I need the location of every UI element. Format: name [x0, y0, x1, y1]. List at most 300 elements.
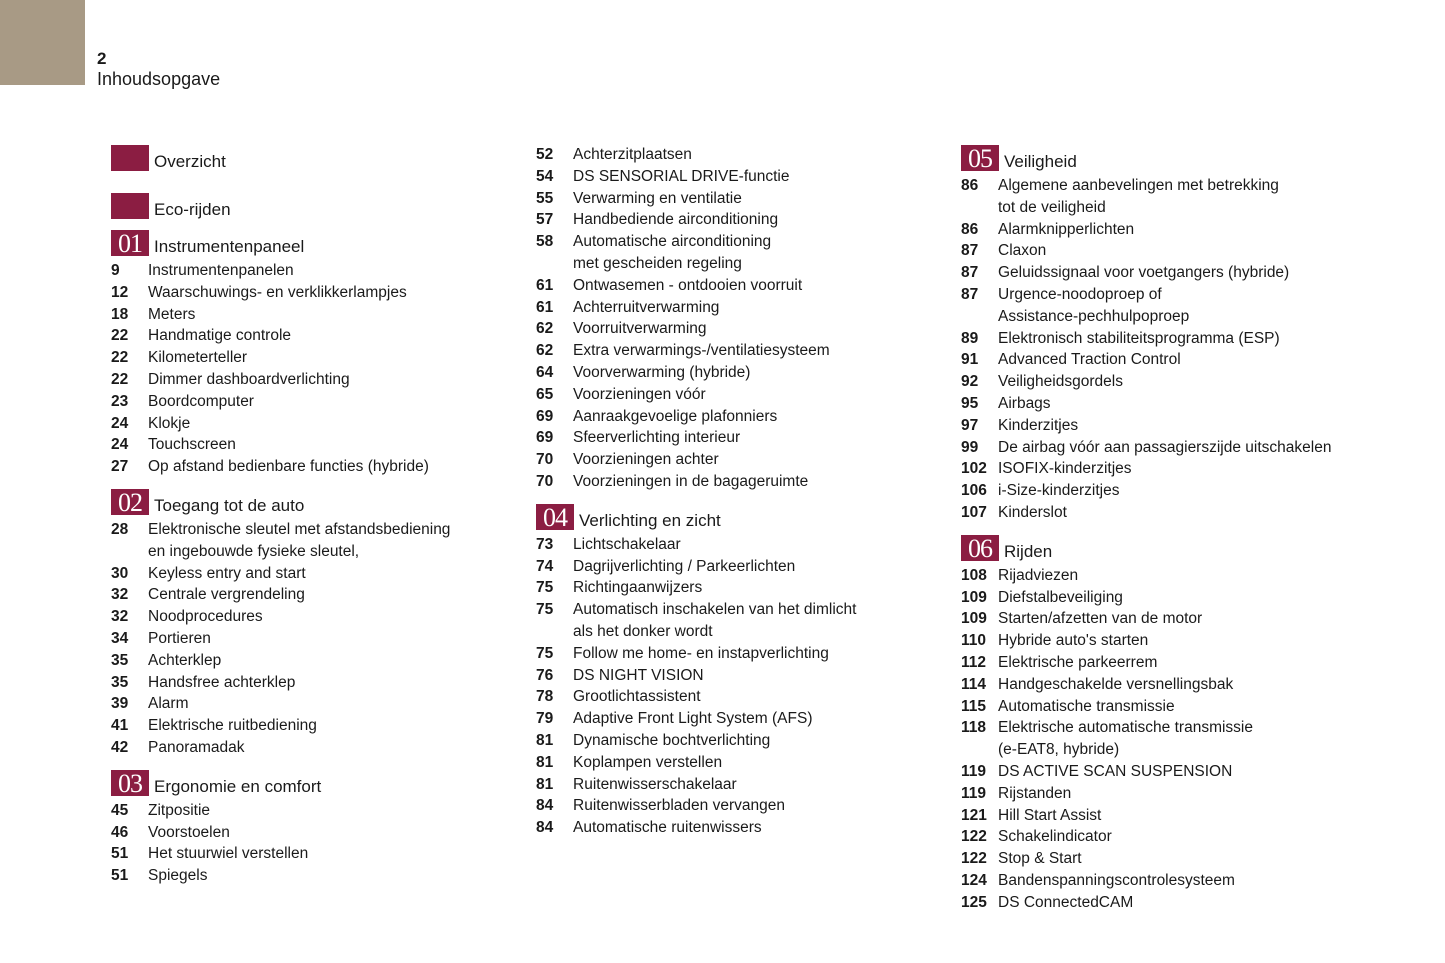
- entry-text: [148, 413, 511, 435]
- toc-entry[interactable]: [961, 652, 1391, 674]
- entry-page-number: 65: [536, 385, 554, 403]
- entry-line: Sfeerverlichting interieur: [573, 429, 741, 447]
- entry-text: [998, 630, 1391, 652]
- entry-page-number: 81: [536, 775, 554, 793]
- entry-text: [573, 534, 936, 556]
- toc-entry[interactable]: [111, 391, 511, 413]
- entry-text: [573, 686, 936, 708]
- section-heading[interactable]: [961, 534, 1391, 561]
- entry-line: i-Size-kinderzitjes: [998, 482, 1120, 500]
- toc-entry[interactable]: [111, 650, 511, 672]
- entry-text: [573, 665, 936, 687]
- entry-line: Aanraakgevoelige plafonniers: [573, 407, 778, 425]
- toc-entry[interactable]: [111, 434, 511, 456]
- section-number-box: 03: [111, 770, 149, 796]
- entry-line: Urgence-noodoproep of: [998, 285, 1162, 303]
- toc-entry[interactable]: [961, 284, 1391, 328]
- entry-text: [148, 584, 511, 606]
- toc-entry[interactable]: [961, 437, 1391, 459]
- entry-page-number: 102: [961, 460, 987, 478]
- entry-text: [998, 587, 1391, 609]
- entry-text: [998, 892, 1391, 914]
- entry-text: [148, 650, 511, 672]
- toc-entry[interactable]: [111, 304, 511, 326]
- entry-page-number: 97: [961, 416, 979, 434]
- entry-text: [573, 599, 936, 643]
- entry-text: [148, 563, 511, 585]
- entry-text: [998, 805, 1391, 827]
- entry-text: [573, 556, 936, 578]
- entry-text: [573, 231, 936, 275]
- toc-entry[interactable]: [961, 848, 1391, 870]
- entry-line: Achterruitverwarming: [573, 298, 720, 316]
- toc-entry[interactable]: [961, 349, 1391, 371]
- entry-line: Ruitenwisserschakelaar: [573, 775, 737, 793]
- entry-line: Dimmer dashboardverlichting: [148, 370, 350, 388]
- section-title: Overzicht: [154, 152, 226, 171]
- entry-page-number: 84: [536, 819, 554, 837]
- entry-line: Kinderslot: [998, 503, 1067, 521]
- entry-page-number: 122: [961, 828, 987, 846]
- entry-text: [573, 275, 936, 297]
- toc-entry[interactable]: [536, 362, 936, 384]
- entry-text: [998, 870, 1391, 892]
- toc-entry[interactable]: [536, 340, 936, 362]
- toc-entry[interactable]: [961, 262, 1391, 284]
- entry-page-number: 110: [961, 632, 987, 650]
- toc-entry[interactable]: [961, 870, 1391, 892]
- entry-page-number: 118: [961, 719, 987, 737]
- section-heading[interactable]: [111, 192, 511, 219]
- section-number-box: 02: [111, 489, 149, 515]
- toc-entry[interactable]: [536, 774, 936, 796]
- toc-entry[interactable]: [111, 865, 511, 887]
- toc-entry[interactable]: [536, 275, 936, 297]
- entry-page-number: 62: [536, 320, 554, 338]
- section-number-box: 06: [961, 535, 999, 561]
- toc-entry[interactable]: [536, 449, 936, 471]
- entry-text: [998, 608, 1391, 630]
- entry-text: [998, 240, 1391, 262]
- entry-page-number: 95: [961, 394, 979, 412]
- entry-page-number: 87: [961, 264, 979, 282]
- entry-line: Voorzieningen in de bagageruimte: [573, 472, 809, 490]
- entry-page-number: 109: [961, 610, 987, 628]
- entry-page-number: 12: [111, 283, 129, 301]
- toc-entry[interactable]: [536, 471, 936, 493]
- toc-entry[interactable]: [536, 708, 936, 730]
- entry-page-number: 75: [536, 644, 554, 662]
- toc-entry[interactable]: [111, 260, 511, 282]
- entry-page-number: 35: [111, 673, 129, 691]
- entry-line: Voorverwarming (hybride): [573, 363, 751, 381]
- toc-entry[interactable]: [536, 752, 936, 774]
- toc-entry[interactable]: [111, 325, 511, 347]
- section-heading[interactable]: [961, 144, 1391, 171]
- entry-line: Noodprocedures: [148, 608, 263, 626]
- entry-line: Voorzieningen vóór: [573, 385, 706, 403]
- entry-text: [998, 480, 1391, 502]
- toc-entry[interactable]: [111, 584, 511, 606]
- entry-text: [998, 652, 1391, 674]
- entry-text: [998, 175, 1391, 219]
- toc-entry[interactable]: [536, 599, 936, 643]
- entry-line: Elektronisch stabiliteitsprogramma (ESP): [998, 329, 1280, 347]
- entry-line: Handbediende airconditioning: [573, 211, 779, 229]
- entry-page-number: 112: [961, 653, 987, 671]
- entry-line: Spiegels: [148, 867, 208, 885]
- toc-entry[interactable]: [536, 297, 936, 319]
- entry-text: [148, 737, 511, 759]
- entry-text: [148, 282, 511, 304]
- entry-page-number: 22: [111, 349, 129, 367]
- entry-line: Schakelindicator: [998, 828, 1112, 846]
- entry-page-number: 9: [111, 262, 120, 279]
- toc-entry[interactable]: [961, 371, 1391, 393]
- entry-line: Dagrijverlichting / Parkeerlichten: [573, 557, 796, 575]
- section-title: Rijden: [1004, 541, 1053, 561]
- entry-page-number: 70: [536, 451, 554, 469]
- entry-text: [573, 577, 936, 599]
- entry-line: Instrumentenpanelen: [148, 262, 294, 279]
- section-number-box: [111, 193, 149, 219]
- toc-entry[interactable]: [536, 406, 936, 428]
- entry-line: Claxon: [998, 242, 1047, 260]
- entry-line: (e-EAT8, hybride): [998, 741, 1120, 759]
- toc-entry[interactable]: [961, 175, 1391, 219]
- entry-page-number: 24: [111, 414, 129, 432]
- entry-line: Elektrische ruitbediening: [148, 717, 317, 735]
- toc-entry[interactable]: [111, 456, 511, 478]
- toc-entry[interactable]: [111, 715, 511, 737]
- entry-page-number: 61: [536, 276, 554, 294]
- entry-text: [148, 325, 511, 347]
- entry-line: Diefstalbeveiliging: [998, 588, 1123, 606]
- entry-text: [573, 643, 936, 665]
- entry-text: [998, 826, 1391, 848]
- entry-text: [998, 783, 1391, 805]
- entry-line: Voorstoelen: [148, 823, 230, 841]
- entry-page-number: 58: [536, 233, 554, 251]
- entry-line: DS ACTIVE SCAN SUSPENSION: [998, 762, 1233, 780]
- section-title: Verlichting en zicht: [579, 510, 721, 530]
- entry-text: [148, 628, 511, 650]
- entry-page-number: 34: [111, 629, 129, 647]
- entry-line: Ontwasemen - ontdooien voorruit: [573, 276, 803, 294]
- entry-text: [148, 606, 511, 628]
- entry-line: Ruitenwisserbladen vervangen: [573, 797, 785, 815]
- entry-page-number: 109: [961, 588, 987, 606]
- toc-entry[interactable]: [961, 587, 1391, 609]
- toc-entry[interactable]: [961, 717, 1391, 761]
- entry-page-number: 92: [961, 373, 979, 391]
- entry-page-number: 61: [536, 298, 554, 316]
- entry-page-number: 18: [111, 305, 129, 323]
- toc-entry[interactable]: [536, 556, 936, 578]
- toc-entry[interactable]: [536, 384, 936, 406]
- entry-text: [573, 297, 936, 319]
- entry-page-number: 51: [111, 845, 129, 863]
- toc-entry[interactable]: [961, 240, 1391, 262]
- entry-line: Dynamische bochtverlichting: [573, 731, 771, 749]
- entry-page-number: 57: [536, 211, 554, 229]
- entry-line: Koplampen verstellen: [573, 753, 723, 771]
- entry-text: [998, 565, 1391, 587]
- entry-page-number: 52: [536, 146, 554, 163]
- entry-page-number: 69: [536, 429, 554, 447]
- entry-line: Zitpositie: [148, 801, 211, 819]
- section-number-box: 01: [111, 230, 149, 256]
- entry-line: Airbags: [998, 394, 1051, 412]
- entry-line: Hill Start Assist: [998, 806, 1102, 824]
- entry-page-number: 108: [961, 566, 987, 584]
- toc-entry[interactable]: [111, 843, 511, 865]
- entry-text: [573, 817, 936, 839]
- entry-page-number: 81: [536, 731, 554, 749]
- toc-entry[interactable]: [536, 188, 936, 210]
- toc-entry[interactable]: [961, 783, 1391, 805]
- toc-entry[interactable]: [536, 817, 936, 839]
- entry-line: Automatische transmissie: [998, 697, 1175, 715]
- entry-page-number: 32: [111, 608, 129, 626]
- entry-line: Boordcomputer: [148, 392, 254, 410]
- entry-page-number: 54: [536, 167, 554, 185]
- entry-line: Achterzitplaatsen: [573, 146, 692, 163]
- toc-entry[interactable]: [961, 826, 1391, 848]
- toc-entry[interactable]: [536, 643, 936, 665]
- toc-entry[interactable]: [536, 534, 936, 556]
- entry-text: [573, 795, 936, 817]
- entry-page-number: 35: [111, 651, 129, 669]
- toc-entry[interactable]: [536, 166, 936, 188]
- entry-line: Achterklep: [148, 651, 222, 669]
- toc-entry[interactable]: [961, 761, 1391, 783]
- entry-line: Assistance-pechhulpoproep: [998, 307, 1190, 325]
- entry-page-number: 119: [961, 762, 987, 780]
- entry-line: tot de veiligheid: [998, 198, 1106, 216]
- toc-column-2: [536, 144, 936, 839]
- entry-page-number: 74: [536, 557, 554, 575]
- entry-text: [573, 471, 936, 493]
- entry-line: De airbag vóór aan passagierszijde uitschakelen: [998, 438, 1332, 456]
- corner-tab: [0, 0, 85, 85]
- entry-line: Alarmknipperlichten: [998, 220, 1135, 238]
- entry-page-number: 42: [111, 738, 129, 756]
- section-heading[interactable]: [111, 229, 511, 256]
- section-number-box: [111, 145, 149, 171]
- toc-entry[interactable]: [961, 458, 1391, 480]
- toc-entry[interactable]: [111, 347, 511, 369]
- section-title: Eco-rijden: [154, 200, 231, 219]
- entry-text: [148, 843, 511, 865]
- toc-entry[interactable]: [536, 209, 936, 231]
- toc-entry[interactable]: [111, 413, 511, 435]
- entry-text: [998, 437, 1391, 459]
- entry-line: Centrale vergrendeling: [148, 586, 305, 604]
- entry-page-number: 75: [536, 579, 554, 597]
- toc-entry[interactable]: [536, 795, 936, 817]
- toc-entry[interactable]: [536, 577, 936, 599]
- section-heading[interactable]: [111, 488, 511, 515]
- entry-text: [573, 730, 936, 752]
- entry-text: [148, 434, 511, 456]
- toc-entry[interactable]: [961, 805, 1391, 827]
- entry-text: [573, 209, 936, 231]
- entry-line: Alarm: [148, 695, 189, 713]
- entry-page-number: 75: [536, 601, 554, 619]
- section-title: Veiligheid: [1004, 152, 1077, 171]
- entry-text: [148, 391, 511, 413]
- entry-page-number: 28: [111, 520, 129, 538]
- toc-entry[interactable]: [536, 665, 936, 687]
- entry-line: Automatisch inschakelen van het dimlicht: [573, 601, 857, 619]
- toc-entry[interactable]: [961, 565, 1391, 587]
- entry-page-number: 23: [111, 392, 129, 410]
- entry-page-number: 87: [961, 242, 979, 260]
- entry-text: [573, 144, 936, 166]
- entry-text: [148, 519, 511, 563]
- entry-page-number: 86: [961, 177, 979, 194]
- section-heading[interactable]: [536, 503, 936, 530]
- entry-text: [148, 672, 511, 694]
- entry-page-number: 46: [111, 823, 129, 841]
- entry-page-number: 22: [111, 327, 129, 345]
- entry-text: [148, 304, 511, 326]
- toc-entry[interactable]: [536, 318, 936, 340]
- toc-entry[interactable]: [111, 606, 511, 628]
- entry-line: Verwarming en ventilatie: [573, 189, 742, 207]
- entry-text: [573, 384, 936, 406]
- entry-page-number: 69: [536, 407, 554, 425]
- entry-text: [998, 696, 1391, 718]
- entry-text: [573, 166, 936, 188]
- entry-text: [573, 188, 936, 210]
- entry-text: [998, 415, 1391, 437]
- toc-entry[interactable]: [961, 608, 1391, 630]
- entry-line: Stop & Start: [998, 850, 1082, 868]
- section-title: Toegang tot de auto: [154, 495, 305, 515]
- entry-line: Handgeschakelde versnellingsbak: [998, 675, 1234, 693]
- entry-page-number: 62: [536, 342, 554, 360]
- entry-text: [998, 848, 1391, 870]
- toc-entry[interactable]: [111, 800, 511, 822]
- entry-page-number: 125: [961, 893, 987, 911]
- entry-text: [573, 362, 936, 384]
- entry-line: Algemene aanbevelingen met betrekking: [998, 177, 1279, 194]
- toc-entry[interactable]: [536, 144, 936, 166]
- entry-line: Elektrische automatische transmissie: [998, 719, 1253, 737]
- toc-entry[interactable]: [536, 427, 936, 449]
- toc-entry[interactable]: [961, 502, 1391, 524]
- toc-entry[interactable]: [961, 415, 1391, 437]
- toc-entry[interactable]: [961, 630, 1391, 652]
- entry-page-number: 41: [111, 717, 129, 735]
- toc-entry[interactable]: [961, 328, 1391, 350]
- toc-entry[interactable]: [111, 737, 511, 759]
- entry-page-number: 45: [111, 801, 129, 819]
- entry-text: [148, 347, 511, 369]
- entry-line: Keyless entry and start: [148, 564, 306, 582]
- toc-entry[interactable]: [961, 480, 1391, 502]
- entry-page-number: 55: [536, 189, 554, 207]
- entry-text: [998, 502, 1391, 524]
- toc-entry[interactable]: [961, 892, 1391, 914]
- entry-page-number: 78: [536, 688, 554, 706]
- toc-entry[interactable]: [111, 693, 511, 715]
- toc-entry[interactable]: [111, 628, 511, 650]
- entry-line: Advanced Traction Control: [998, 351, 1181, 369]
- entry-text: [148, 693, 511, 715]
- entry-text: [573, 752, 936, 774]
- entry-page-number: 24: [111, 436, 129, 454]
- entry-line: Automatische ruitenwissers: [573, 819, 762, 837]
- entry-line: Handmatige controle: [148, 327, 292, 345]
- section-title: Instrumentenpaneel: [154, 237, 305, 256]
- entry-line: Meters: [148, 305, 196, 323]
- entry-line: Portieren: [148, 629, 211, 647]
- entry-page-number: 121: [961, 806, 987, 824]
- toc-entry[interactable]: [536, 686, 936, 708]
- toc-entry[interactable]: [111, 672, 511, 694]
- entry-page-number: 106: [961, 482, 987, 500]
- toc-entry[interactable]: [536, 730, 936, 752]
- entry-page-number: 84: [536, 797, 554, 815]
- toc-entry[interactable]: [111, 822, 511, 844]
- entry-line: Richtingaanwijzers: [573, 579, 703, 597]
- entry-line: Lichtschakelaar: [573, 535, 681, 553]
- section-heading[interactable]: [111, 769, 511, 796]
- entry-text: [148, 800, 511, 822]
- toc-entry[interactable]: [961, 696, 1391, 718]
- entry-line: als het donker wordt: [573, 622, 713, 640]
- entry-page-number: 87: [961, 285, 979, 303]
- toc-entry[interactable]: [961, 393, 1391, 415]
- section-heading[interactable]: [111, 144, 511, 171]
- toc-entry[interactable]: [111, 282, 511, 304]
- entry-line: Touchscreen: [148, 436, 236, 454]
- entry-line: Kilometerteller: [148, 349, 248, 367]
- entry-line: Rijadviezen: [998, 566, 1079, 584]
- toc-entry[interactable]: [111, 519, 511, 563]
- entry-line: met gescheiden regeling: [573, 254, 742, 272]
- entry-text: [148, 715, 511, 737]
- entry-line: Voorruitverwarming: [573, 320, 707, 338]
- entry-text: [998, 328, 1391, 350]
- entry-text: [998, 674, 1391, 696]
- entry-line: Elektronische sleutel met afstandsbediening: [148, 520, 451, 538]
- entry-page-number: 39: [111, 695, 129, 713]
- toc-entry[interactable]: [111, 369, 511, 391]
- toc-entry[interactable]: [111, 563, 511, 585]
- toc-entry[interactable]: [536, 231, 936, 275]
- entry-line: Het stuurwiel verstellen: [148, 845, 309, 863]
- toc-entry[interactable]: [961, 674, 1391, 696]
- entry-line: en ingebouwde fysieke sleutel,: [148, 542, 360, 560]
- entry-line: Hybride auto's starten: [998, 632, 1149, 650]
- entry-page-number: 124: [961, 871, 987, 889]
- entry-line: Starten/afzetten van de motor: [998, 610, 1203, 628]
- entry-line: Kinderzitjes: [998, 416, 1079, 434]
- toc-entry[interactable]: [961, 219, 1391, 241]
- entry-page-number: 32: [111, 586, 129, 604]
- section-number-box: 05: [961, 145, 999, 171]
- entry-page-number: 114: [961, 675, 987, 693]
- entry-text: [998, 284, 1391, 328]
- entry-text: [148, 865, 511, 887]
- entry-text: [573, 340, 936, 362]
- entry-text: [998, 393, 1391, 415]
- entry-text: [998, 371, 1391, 393]
